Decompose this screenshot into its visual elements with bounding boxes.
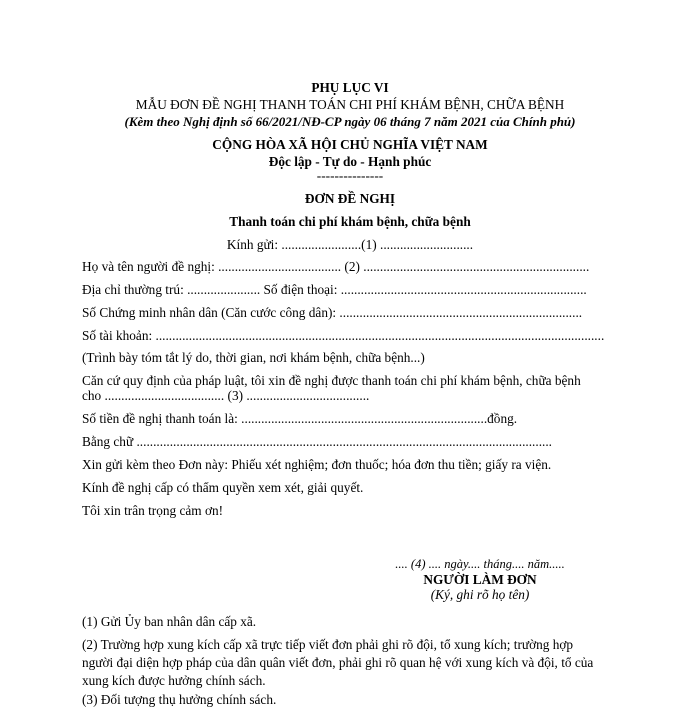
signature-note: (Ký, ghi rõ họ tên) [430, 587, 530, 602]
form-subtitle: Thanh toán chi phí khám bệnh, chữa bệnh [229, 214, 471, 229]
request-line-1: Căn cứ quy định của pháp luật, tôi xin đề nghị được thanh toán chi phí khám bệnh, chữa bệnh [82, 373, 581, 388]
request-line-2: cho .................................... (3) ..................................... [82, 388, 370, 403]
footnote-3: (3) Đối tượng thụ hưởng chính sách. [82, 692, 277, 707]
account-field: Số tài khoản: ....................................................................................................................................... [82, 328, 605, 343]
legal-reference: (Kèm theo Nghị định số 66/2021/NĐ-CP ngày 06 tháng 7 năm 2021 của Chính phủ) [124, 114, 576, 129]
full-name-field: Họ và tên người đề nghị: ..................................... (2) .................................................................... [82, 259, 590, 274]
signer-title: NGƯỜI LÀM ĐƠN [423, 572, 537, 587]
signature-date: .... (4) .... ngày.... tháng.... năm..... [395, 557, 565, 571]
thanks-line: Tôi xin trân trọng cảm ơn! [82, 503, 224, 518]
attachments-line: Xin gửi kèm theo Đơn này: Phiếu xét nghiệm; đơn thuốc; hóa đơn thu tiền; giấy ra viện. [82, 457, 552, 472]
national-motto: Độc lập - Tự do - Hạnh phúc [268, 154, 432, 169]
amount-field: Số tiền đề nghị thanh toán là: ..........................................................................đồng. [82, 411, 518, 426]
addressee: Kính gửi: ........................(1) ............................ [226, 237, 474, 252]
summary-instruction: (Trình bày tóm tắt lý do, thời gian, nơi khám bệnh, chữa bệnh...) [82, 350, 425, 365]
footnote-2-line-3: xung kích được hưởng chính sách. [82, 673, 266, 688]
address-phone-field: Địa chỉ thường trú: ...................... Số điện thoại: .......................................................................... [82, 282, 587, 297]
header-divider: --------------- [316, 168, 384, 183]
form-title: ĐƠN ĐỀ NGHỊ [304, 191, 396, 206]
country-name: CỘNG HÒA XÃ HỘI CHỦ NGHĨA VIỆT NAM [212, 137, 488, 152]
footnote-2-line-2: người đại diện hợp pháp của dân quân viết đơn, phải ghi rõ quan hệ với xung kích và đội, tổ của [82, 655, 594, 670]
amount-words-field: Bằng chữ ............................................................................................................................. [82, 434, 553, 449]
appendix-heading: PHỤ LỤC VI [311, 80, 389, 95]
form-name: MẪU ĐƠN ĐỀ NGHỊ THANH TOÁN CHI PHÍ KHÁM BỆNH, CHỮA BỆNH [135, 97, 565, 112]
footnote-2-line-1: (2) Trường hợp xung kích cấp xã trực tiếp viết đơn phải ghi rõ đội, tổ xung kích; trường hợp [82, 637, 574, 652]
id-number-field: Số Chứng minh nhân dân (Căn cước công dân): ......................................................................... [82, 305, 583, 320]
consider-request-line: Kính đề nghị cấp có thẩm quyền xem xét, giải quyết. [82, 480, 364, 495]
footnote-1: (1) Gửi Ủy ban nhân dân cấp xã. [82, 614, 257, 629]
